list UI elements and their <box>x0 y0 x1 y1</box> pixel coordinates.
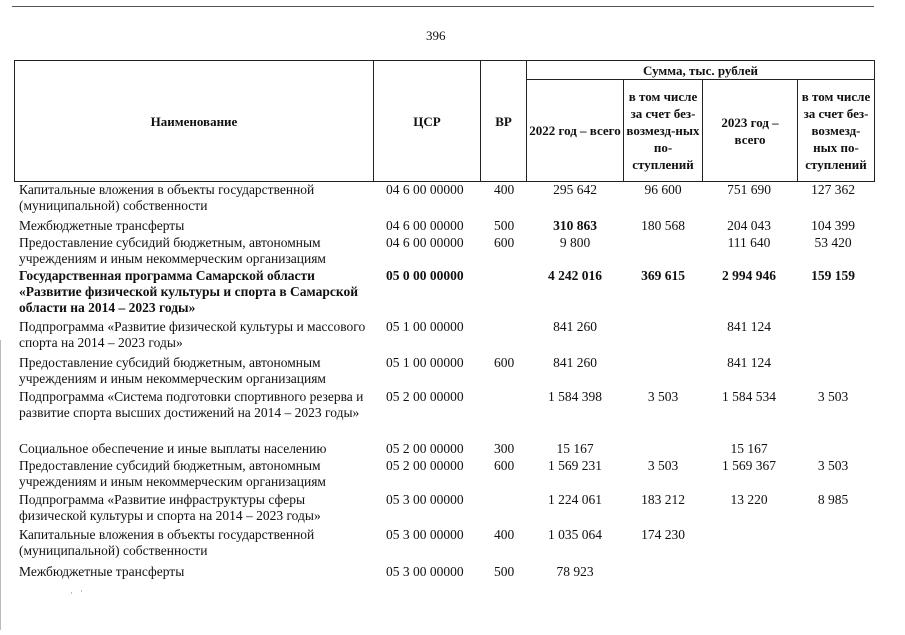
row-6-2023: 1 584 534 <box>722 389 776 404</box>
row-10-2022-free: 174 230 <box>641 527 685 542</box>
row-7-name: Социальное обеспечение и иные выплаты населению <box>19 441 327 456</box>
row-8-name: Предоставление субсидий бюджетным, автономным учреждениям и иным некоммерческим организациям <box>19 458 326 489</box>
row-9-2022: 1 224 061 <box>548 492 602 507</box>
row-0-2023: 751 690 <box>727 182 771 197</box>
row-9-2022-free: 183 212 <box>641 492 685 507</box>
row-4-name: Подпрограмма «Развитие физической культуры и массового спорта на 2014 – 2023 годы» <box>19 319 366 350</box>
row-0-vr: 400 <box>494 182 515 197</box>
row-3-2022-free: 369 615 <box>641 268 685 283</box>
row-2-2023: 111 640 <box>727 235 771 250</box>
row-6-2022-free: 3 503 <box>647 389 679 404</box>
row-8-2023: 1 569 367 <box>722 458 776 473</box>
scan-speck: · <box>80 586 83 596</box>
row-2-name: Предоставление субсидий бюджетным, автономным учреждениям и иным некоммерческим организациям <box>19 235 326 266</box>
row-8-2022: 1 569 231 <box>548 458 602 473</box>
row-3-2023: 2 994 946 <box>722 268 776 283</box>
table-header <box>0 60 905 182</box>
row-2-2022: 9 800 <box>559 235 591 250</box>
row-1-2023-free: 104 399 <box>811 218 855 233</box>
row-6-csr: 05 2 00 00000 <box>386 389 464 404</box>
row-8-csr: 05 2 00 00000 <box>386 458 464 473</box>
row-9-2023-free: 8 985 <box>817 492 849 507</box>
row-11-2022: 78 923 <box>556 564 594 579</box>
row-5-2022: 841 260 <box>553 355 597 370</box>
row-11-vr: 500 <box>494 564 515 579</box>
header-2023-free: в том числе за счет без-возмезд-ных по-ступлений <box>797 79 875 182</box>
row-4-2023: 841 124 <box>727 319 771 334</box>
row-9-name: Подпрограмма «Развитие инфраструктуры сферы физической культуры и спорта на 2014 – 2023 годы» <box>19 492 321 523</box>
row-1-2022-free: 180 568 <box>641 218 685 233</box>
row-8-2023-free: 3 503 <box>817 458 849 473</box>
row-11-name: Межбюджетные трансферты <box>19 564 185 579</box>
row-2-2023-free: 53 420 <box>814 235 852 250</box>
row-8-2022-free: 3 503 <box>647 458 679 473</box>
row-10-csr: 05 3 00 00000 <box>386 527 464 542</box>
row-1-2022: 310 863 <box>553 218 597 233</box>
row-6-name: Подпрограмма «Система подготовки спортивного резерва и развитие спорта высших достижений на 2014 – 2023 годы» <box>19 389 364 420</box>
row-5-2023: 841 124 <box>727 355 771 370</box>
header-2022-free: в том числе за счет без-возмезд-ных по-ступлений <box>623 79 703 182</box>
row-0-name: Капитальные вложения в объекты государственной (муниципальной) собственности <box>19 182 315 213</box>
row-8-vr: 600 <box>494 458 515 473</box>
row-2-csr: 04 6 00 00000 <box>386 235 464 250</box>
header-2023-total: 2023 год – всего <box>702 79 798 182</box>
row-10-vr: 400 <box>494 527 515 542</box>
row-10-2022: 1 035 064 <box>548 527 602 542</box>
row-7-csr: 05 2 00 00000 <box>386 441 464 456</box>
row-5-name: Предоставление субсидий бюджетным, автономным учреждениям и иным некоммерческим организациям <box>19 355 326 386</box>
row-1-2023: 204 043 <box>727 218 771 233</box>
row-5-vr: 600 <box>494 355 515 370</box>
row-3-2023-free: 159 159 <box>811 268 855 283</box>
row-11-csr: 05 3 00 00000 <box>386 564 464 579</box>
row-7-2022: 15 167 <box>556 441 594 456</box>
page-number: 396 <box>426 28 446 43</box>
row-6-2022: 1 584 398 <box>548 389 602 404</box>
top-rule <box>12 6 874 7</box>
row-7-2023: 15 167 <box>730 441 768 456</box>
header-sum-group: Сумма, тыс. рублей <box>526 60 875 80</box>
scan-edge-line <box>0 340 1 630</box>
row-1-vr: 500 <box>494 218 515 233</box>
row-1-csr: 04 6 00 00000 <box>386 218 464 233</box>
header-csr: ЦСР <box>373 60 481 182</box>
scan-speck: · <box>70 588 73 598</box>
row-5-csr: 05 1 00 00000 <box>386 355 464 370</box>
row-4-csr: 05 1 00 00000 <box>386 319 464 334</box>
row-0-2023-free: 127 362 <box>811 182 855 197</box>
row-0-csr: 04 6 00 00000 <box>386 182 464 197</box>
header-vr: ВР <box>480 60 527 182</box>
row-4-2022: 841 260 <box>553 319 597 334</box>
row-0-2022: 295 642 <box>553 182 597 197</box>
header-name: Наименование <box>14 60 374 182</box>
row-3-csr: 05 0 00 00000 <box>386 268 464 283</box>
row-0-2022-free: 96 600 <box>644 182 682 197</box>
row-9-2023: 13 220 <box>730 492 768 507</box>
row-3-name: Государственная программа Самарской области «Развитие физической культуры и спорта в Самарской области на 2014 – 2023 годы» <box>19 268 359 315</box>
row-7-vr: 300 <box>494 441 515 456</box>
header-2022-total: 2022 год – всего <box>526 79 624 182</box>
row-1-name: Межбюджетные трансферты <box>19 218 185 233</box>
row-3-2022: 4 242 016 <box>548 268 602 283</box>
row-6-2023-free: 3 503 <box>817 389 849 404</box>
row-2-vr: 600 <box>494 235 515 250</box>
row-9-csr: 05 3 00 00000 <box>386 492 464 507</box>
row-10-name: Капитальные вложения в объекты государственной (муниципальной) собственности <box>19 527 315 558</box>
